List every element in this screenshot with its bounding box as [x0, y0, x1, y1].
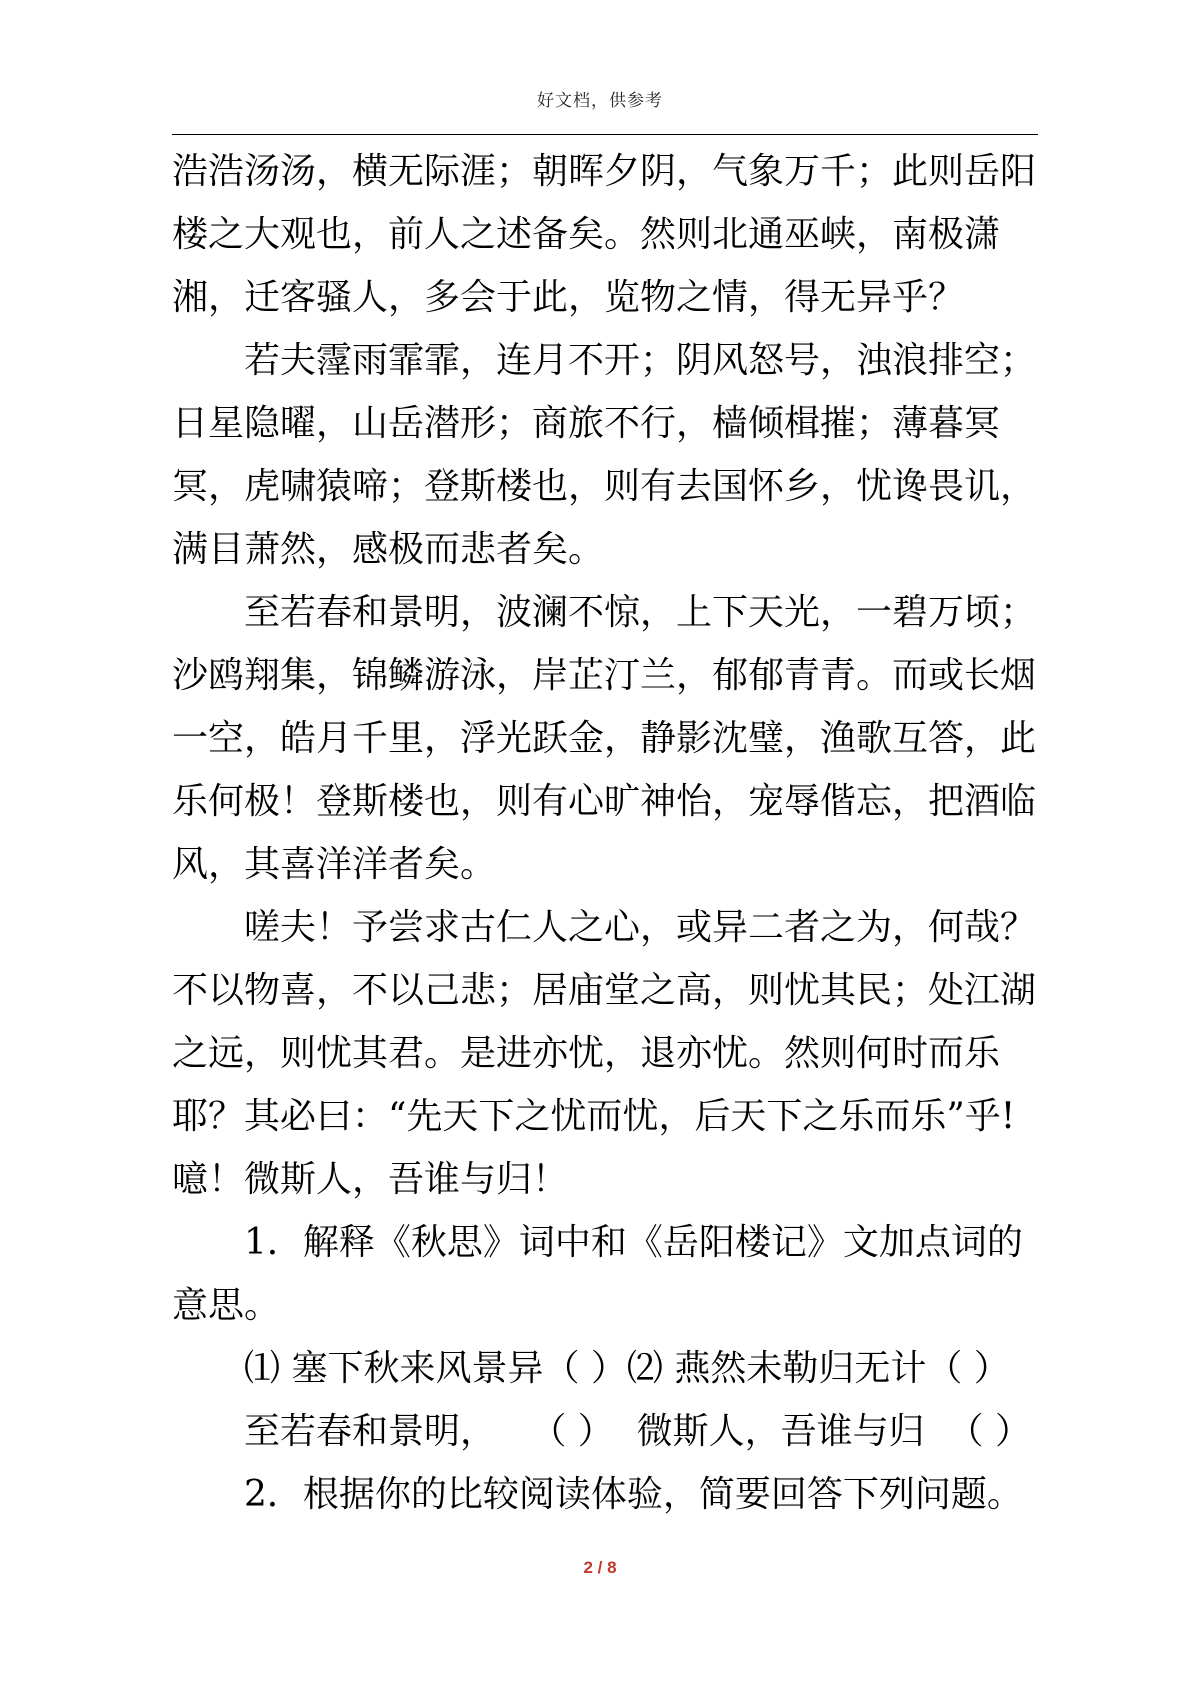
paragraph-conclusion: 嗟夫！予尝求古仁人之心，或异二者之为，何哉？不以物喜，不以己悲；居庙堂之高，则忧其民；处江湖之远，则忧其君。是进亦忧，退亦忧。然则何时而乐耶？其必曰：“先天下之忧而忧，后天下之乐而乐”乎!噫！微斯人，吾谁与归！ — [172, 907, 1037, 1200]
paragraph-rainy: 若夫霪雨霏霏，连月不开；阴风怒号，浊浪排空；日星隐曜，山岳潜形；商旅不行，樯倾楫摧；薄暮冥冥，虎啸猿啼；登斯楼也，则有去国怀乡，忧谗畏讥，满目萧然，感极而悲者矣。 — [172, 340, 1037, 570]
page-header: 好文档，供参考 — [537, 91, 663, 111]
fill-in-blank-row-2: 至若春和景明， （ ） 微斯人，吾谁与归 （ ） — [244, 1411, 1031, 1452]
header-divider — [172, 134, 1038, 135]
question-1: 1．解释《秋思》词中和《岳阳楼记》文加点词的意思。 — [172, 1222, 1023, 1326]
page-number: 2 / 8 — [583, 1558, 617, 1577]
paragraph-spring: 至若春和景明，波澜不惊，上下天光，一碧万顷；沙鸥翔集，锦鳞游泳，岸芷汀兰，郁郁青青。而或长烟一空，皓月千里，浮光跃金，静影沈璧，渔歌互答，此乐何极！登斯楼也，则有心旷神怡，宠辱偕忘，把酒临风，其喜洋洋者矣。 — [172, 592, 1037, 885]
question-2: 2．根据你的比较阅读体验，简要回答下列问题。 — [244, 1474, 1023, 1515]
document-body — [172, 140, 1038, 1526]
fill-in-blank-row-1: ⑴ 塞下秋来风景异（ ）⑵ 燕然未勒归无计（ ） — [244, 1348, 1010, 1389]
paragraph-continuation: 浩浩汤汤，横无际涯；朝晖夕阴，气象万千；此则岳阳楼之大观也，前人之述备矣。然则北通巫峡，南极潇湘，迁客骚人，多会于此，览物之情，得无异乎？ — [172, 151, 1037, 318]
